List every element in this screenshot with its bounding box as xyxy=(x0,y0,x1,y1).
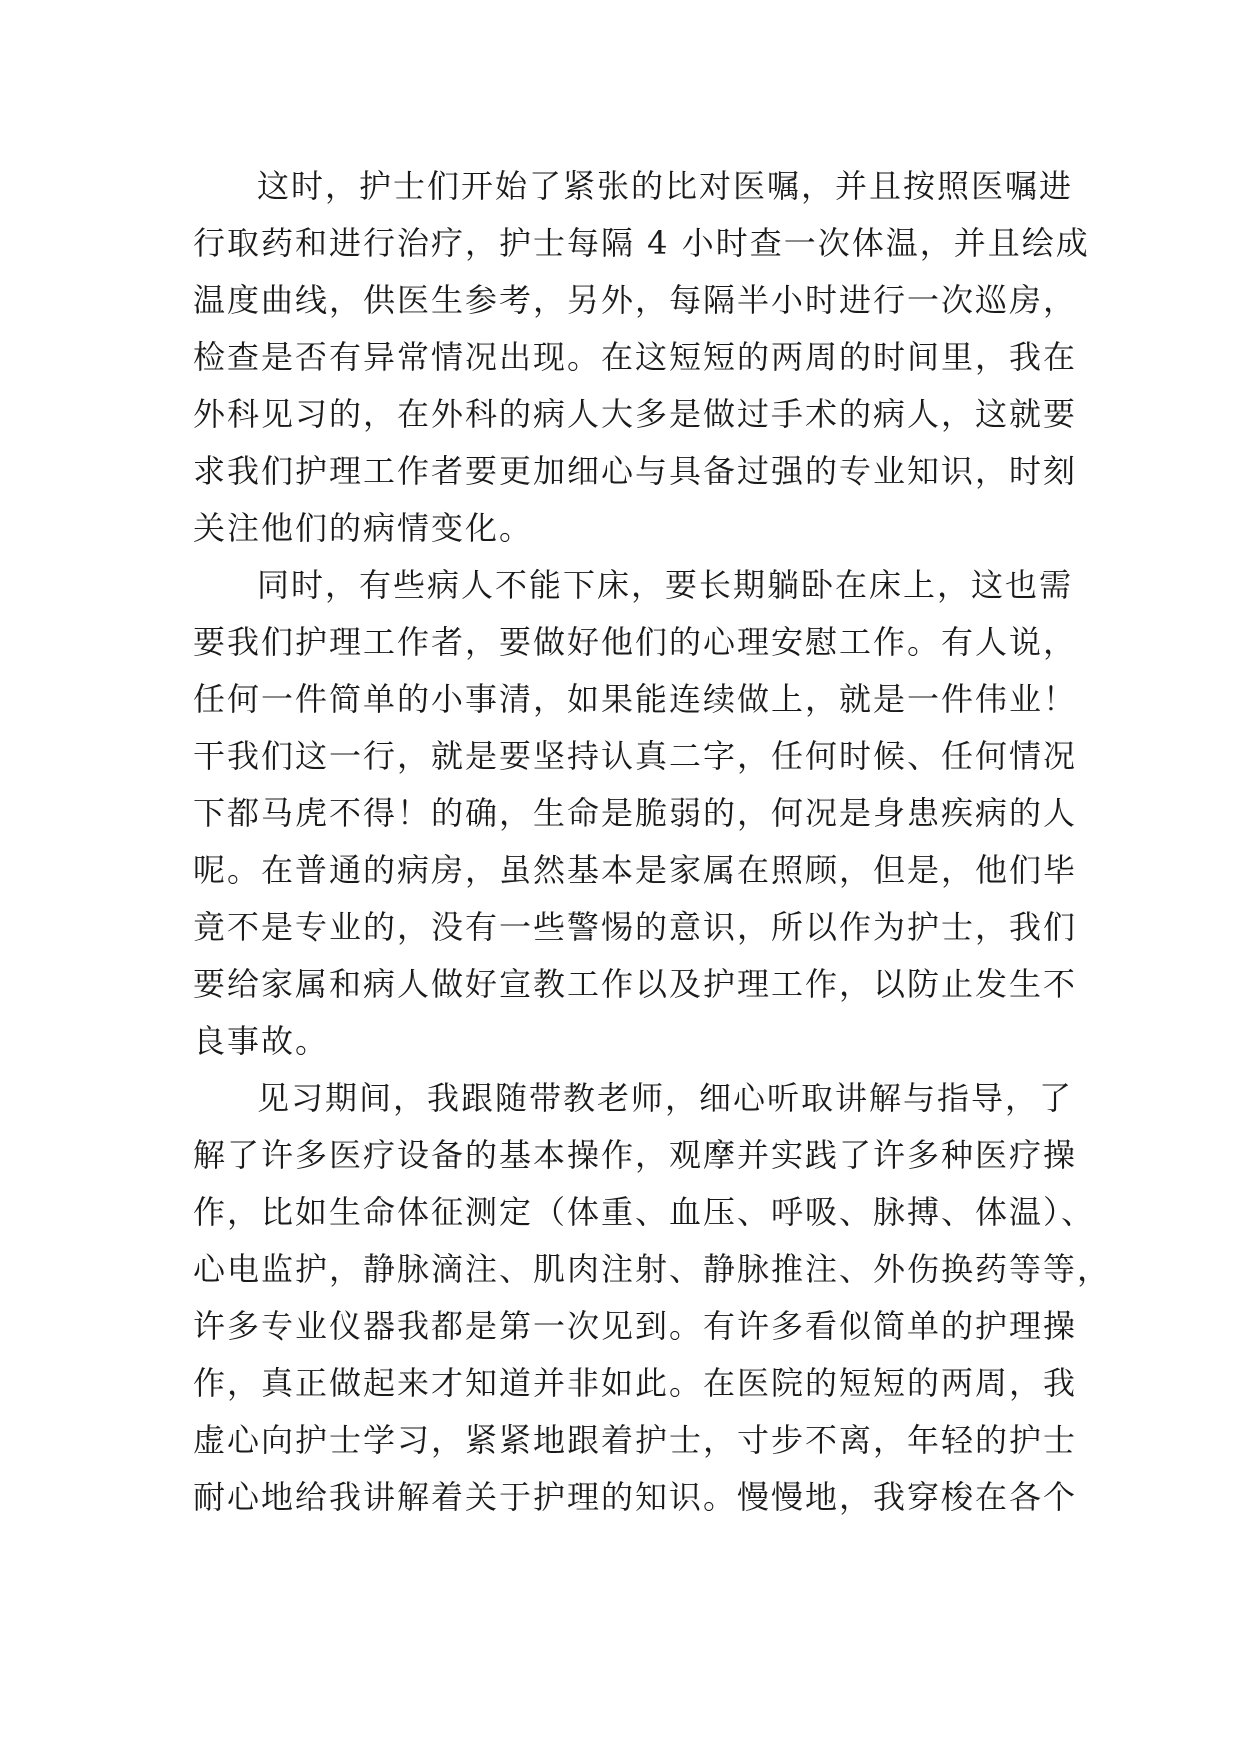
paragraph-3 xyxy=(193,1070,1112,1526)
text-line: 呢。在普通的病房，虽然基本是家属在照顾，但是，他们毕 xyxy=(193,851,1078,889)
body-text xyxy=(193,158,1112,1526)
text-line: 行取药和进行治疗，护士每隔 4 小时查一次体温，并且绘成 xyxy=(193,224,1090,262)
text-line: 要我们护理工作者，要做好他们的心理安慰工作。有人说， xyxy=(193,623,1078,661)
text-line: 关注他们的病情变化。 xyxy=(193,509,534,547)
text-line: 温度曲线，供医生参考，另外，每隔半小时进行一次巡房， xyxy=(193,281,1078,319)
text-line: 见习期间，我跟随带教老师，细心听取讲解与指导，了 xyxy=(257,1079,1074,1117)
text-line: 解了许多医疗设备的基本操作，观摩并实践了许多种医疗操 xyxy=(193,1136,1078,1174)
text-line: 同时，有些病人不能下床，要长期躺卧在床上，这也需 xyxy=(257,566,1074,604)
paragraph-2 xyxy=(193,557,1078,1070)
text-line: 心电监护，静脉滴注、肌肉注射、静脉推注、外伤换药等等， xyxy=(193,1250,1112,1288)
text-line: 要给家属和病人做好宣教工作以及护理工作，以防止发生不 xyxy=(193,965,1078,1003)
text-line: 许多专业仪器我都是第一次见到。有许多看似简单的护理操 xyxy=(193,1307,1078,1345)
text-line: 检查是否有异常情况出现。在这短短的两周的时间里，我在 xyxy=(193,338,1078,376)
text-line: 干我们这一行，就是要坚持认真二字，任何时候、任何情况 xyxy=(193,737,1078,775)
text-line: 任何一件简单的小事清，如果能连续做上，就是一件伟业！ xyxy=(193,680,1078,718)
text-line: 良事故。 xyxy=(193,1022,330,1060)
text-line: 虚心向护士学习，紧紧地跟着护士，寸步不离，年轻的护士 xyxy=(193,1421,1078,1459)
text-line: 这时，护士们开始了紧张的比对医嘱，并且按照医嘱进 xyxy=(257,167,1074,205)
text-line: 作，真正做起来才知道并非如此。在医院的短短的两周，我 xyxy=(193,1364,1078,1402)
text-line: 作，比如生命体征测定（体重、血压、呼吸、脉搏、体温）、 xyxy=(193,1193,1096,1231)
text-line: 耐心地给我讲解着关于护理的知识。慢慢地，我穿梭在各个 xyxy=(193,1478,1078,1516)
text-line: 竟不是专业的，没有一些警惕的意识，所以作为护士，我们 xyxy=(193,908,1078,946)
text-line: 外科见习的，在外科的病人大多是做过手术的病人，这就要 xyxy=(193,395,1078,433)
text-line: 求我们护理工作者要更加细心与具备过强的专业知识，时刻 xyxy=(193,452,1078,490)
text-line: 下都马虎不得！的确，生命是脆弱的，何况是身患疾病的人 xyxy=(193,794,1078,832)
paragraph-1 xyxy=(193,158,1090,557)
